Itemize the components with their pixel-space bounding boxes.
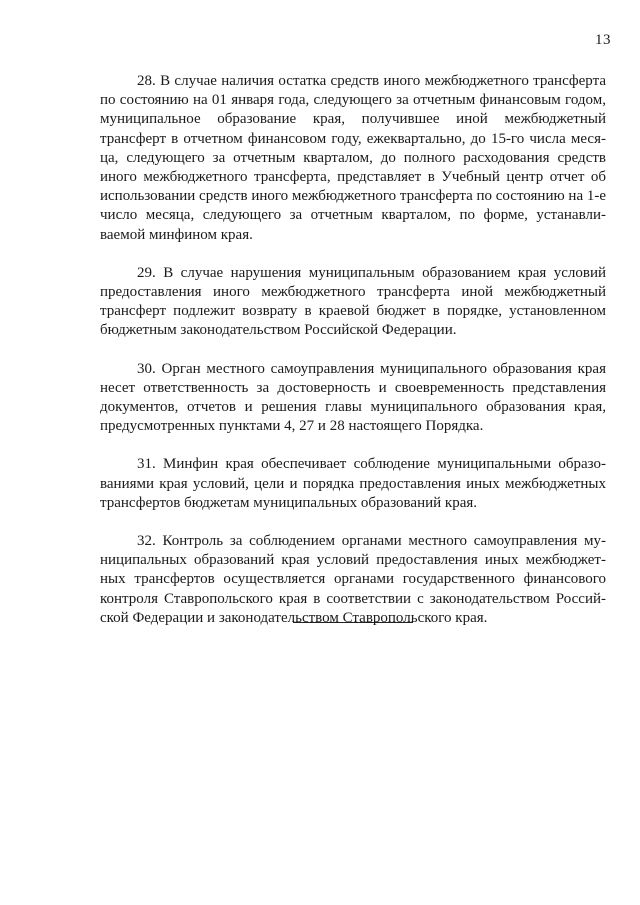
paragraph-30: 30. Орган местного самоуправления муниципального образования края несет ответственность за достоверность и своевременность представления документов, отчетов и решения главы муниципального образования края, предусмотренных пунктами 4, 27 и 28 настоящего Порядка. (100, 360, 606, 435)
paragraph-31: 31. Минфин края обеспечивает соблюдение муниципальными образованиями края условий, цели и порядка предоставления иных межбюджетных трансфертов бюджетам муниципальных образований края. (100, 456, 606, 511)
paragraph-29: 29. В случае нарушения муниципальным образованием края условий предоставления иного межбюджетного трансферта иной межбюджетный трансферт подлежит возврату в краевой бюджет в порядке, установленном бюджетным законодательством Российской Федерации. (100, 264, 606, 339)
document-body (100, 72, 606, 647)
paragraph-28: 28. В случае наличия остатка средств иного межбюджетного трансферта по состоянию на 01 января года, следующего за отчетным финансовым годом, муниципальное образование края, получившее иной межбюджетный трансферт в отчетном финансовом году, ежеквартально, до 15-го числа месяца, следующего за отчетным кварталом, до полного расходования средств иного межбюджетного трансферта, представляет в Учебный центр отчет об использовании средств иного межбюджетного трансферта по состоянию на 1-е число месяца, следующего за отчетным кварталом, по форме, устанавливаемой минфином края. (100, 73, 607, 243)
paragraph-32: 32. Контроль за соблюдением органами местного самоуправления муниципальных образований края условий предоставления иных межбюджетных трансфертов осуществляется органами государственного финансового контроля Ставропольского края в соответствии с законодательством Российской Федерации и законодательством Ставропольского края. (100, 533, 606, 626)
page-number: 13 (595, 32, 611, 48)
end-separator-line (293, 622, 413, 623)
